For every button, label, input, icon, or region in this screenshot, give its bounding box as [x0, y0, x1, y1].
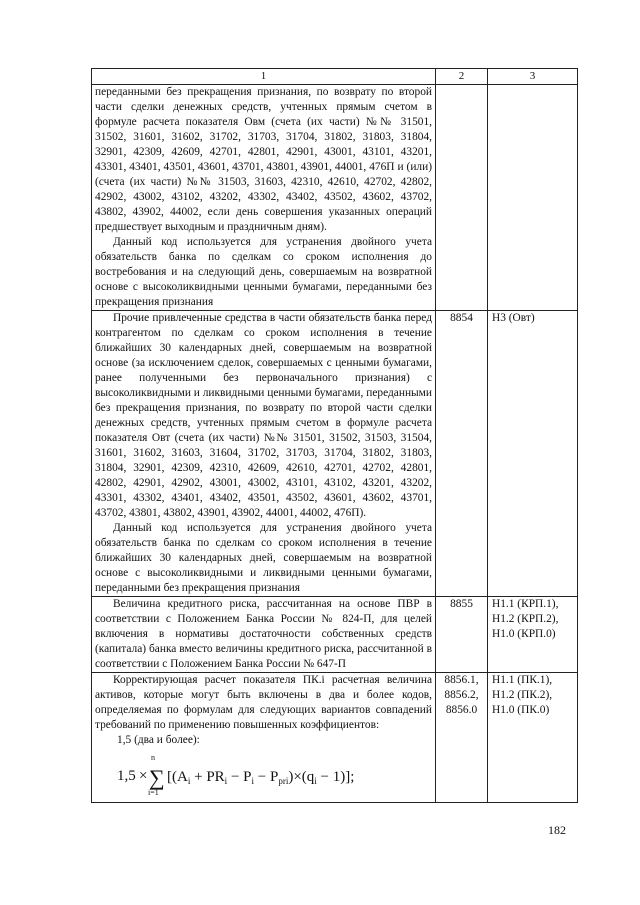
formula-body: $[(A_i + PR_i - P_i - P_{pri})\times(q_i - 1)]$;	[167, 769, 355, 786]
row-code	[436, 85, 488, 311]
code-line: 8856.0	[445, 704, 478, 716]
description-paragraph: Величина кредитного риска, рассчитанная на основе ПВР в соответствии с Положением Банка России № 824-П, для целей включения в нормативы достаточности собственных средств (капитала) банка вместо величины кредитного риска, рассчитанной в соответствии с Положением Банка России № 647-П	[95, 598, 432, 670]
page-number: 182	[548, 823, 566, 837]
row-description	[92, 673, 436, 803]
table-row	[92, 597, 578, 673]
formula	[95, 748, 432, 802]
row-code	[436, 597, 488, 673]
description-paragraph: переданными без прекращения признания, по возврату по второй части сделки денежных средств, учтенных прямым счетом в формуле расчета показателя Овм (счета (их части) №№ 31501, 31502, 31601, 31602, 31702, 31703, 31704, 31802, 31803, 31804, 32901, 42309, 42609, 42701, 42801, 42901, 43001, 43101, 43201, 43301, 43401, 43501, 43601, 43701, 43801, 43901, 44001, 476П и (или) (счета (их части) №№ 31503, 31603, 42310, 42610, 42702, 42802, 42902, 43002, 43102, 43202, 43302, 43402, 43502, 43602, 43702, 43802, 43902, 44002, если день совершения указанных операций предшествует выходным и праздничным дням).	[95, 86, 432, 233]
row-code: 8854	[436, 311, 488, 597]
header-col-3: 3	[488, 69, 578, 85]
code-line: 8855	[450, 598, 473, 610]
codes-table	[91, 68, 578, 803]
indicator-line: Н1.0 (ПК.0)	[492, 704, 550, 716]
indicator-line: Н1.1 (КРП.1),	[492, 598, 559, 610]
table-header-row	[92, 69, 578, 85]
description-paragraph: Корректирующая расчет показателя ПК.i расчетная величина активов, которые могут быть включены в два и более кодов, определяемая по формулам для следующих вариантов совпадений требований по применению повышенных коэффициентов:	[95, 674, 432, 731]
table-row	[92, 673, 578, 803]
formula-label: 1,5 (два и более):	[117, 734, 200, 746]
row-description	[92, 85, 436, 311]
code-line: 8856.1,	[444, 674, 479, 686]
formula-sum-sign: ∑	[149, 765, 165, 790]
table-row	[92, 311, 578, 597]
formula-coef: 1,5	[117, 768, 136, 784]
formula-times: ×	[139, 768, 148, 784]
table-row	[92, 85, 578, 311]
description-paragraph: Прочие привлеченные средства в части обязательств банка перед контрагентом по сделкам со сроком исполнения в течение ближайших 30 календарных дней, совершаемым на возвратной основе (за исключением сделок, совершаемых с ценными бумагами, ранее полученными без первоначального признания) с высоколиквидными и ликвидными ценными бумагами, переданными без прекращения признания, по возврату по второй части сделки денежных средств, учтенных прямым счетом в формуле расчета показателя Овт (счета (их части) №№ 31501, 31502, 31503, 31504, 31601, 31602, 31603, 31604, 31702, 31703, 31704, 31802, 31803, 31804, 32901, 42309, 42310, 42609, 42610, 42701, 42702, 42801, 42802, 42901, 42902, 43001, 43002, 43101, 43102, 43201, 43202, 43301, 43302, 43401, 43402, 43501, 43502, 43601, 43602, 43701, 43702, 43801, 43802, 43901, 43902, 44001, 44002, 476П).	[95, 312, 432, 519]
description-paragraph: Данный код используется для устранения двойного учета обязательств банка по сделкам со сроком исполнения в течение ближайших 30 календарных дней, совершаемым на возвратной основе с высоколиквидными и ликвидными ценными бумагами, переданными без прекращения признания	[95, 522, 432, 594]
row-indicator	[488, 597, 578, 673]
indicator-line: Н1.2 (КРП.2),	[492, 613, 559, 625]
document-table-wrapper	[91, 68, 577, 803]
formula-sum-top: n	[151, 753, 155, 762]
formula-sum-bottom: i=1	[148, 788, 159, 796]
row-description	[92, 597, 436, 673]
row-indicator	[488, 673, 578, 803]
row-code	[436, 673, 488, 803]
row-indicator: Н3 (Овт)	[488, 311, 578, 597]
indicator-line: Н1.0 (КРП.0)	[492, 628, 556, 640]
indicator-line: Н1.1 (ПК.1),	[492, 674, 553, 686]
row-indicator	[488, 85, 578, 311]
row-description	[92, 311, 436, 597]
indicator-line: Н1.2 (ПК.2),	[492, 689, 553, 701]
description-paragraph: Данный код используется для устранения двойного учета обязательств банка по сделкам со сроком исполнения до востребования и на следующий день, совершаемым на возвратной основе с высоколиквидными ценными бумагами, переданными без прекращения признания	[95, 236, 432, 308]
header-col-2: 2	[436, 69, 488, 85]
formula-graphic	[115, 752, 415, 796]
code-line: 8856.2,	[444, 689, 479, 701]
header-col-1: 1	[92, 69, 436, 85]
